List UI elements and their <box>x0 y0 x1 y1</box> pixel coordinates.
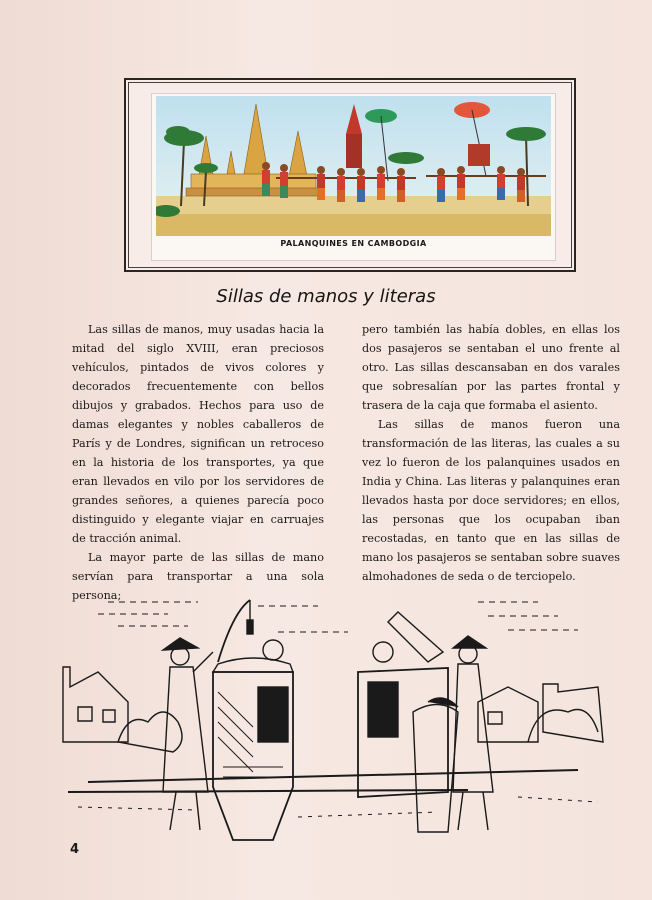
temple-palanquin-procession-icon <box>156 96 551 236</box>
text-column-right <box>362 320 620 586</box>
sedan-chair-illustration <box>58 592 608 846</box>
section-title: Sillas de manos y literas <box>216 286 436 307</box>
stamp-caption: PALANQUINES EN CAMBODGIA <box>280 239 427 248</box>
text-column-left <box>72 320 324 605</box>
page-number: 4 <box>70 842 80 857</box>
sedan-chair-bearers-icon <box>58 592 608 842</box>
collectible-stamp <box>152 94 555 260</box>
paragraph: pero también las había dobles, en ellas los dos pasajeros se sentaban el uno frente al otro. Las sillas descansaban en dos varales que sobresalían por las partes frontal y trasera de la caja que formaba el asiento. <box>362 323 620 412</box>
paragraph: Las sillas de manos fueron una transformación de las literas, las cuales a su vez lo fueron de los palanquines usados en India y China. Las literas y palanquines eran llevados hasta por doce servidores; en ellos, las personas que los ocupaban iban recostadas, en tanto que en las sillas de mano los pasajeros se sentaban sobre suaves almohadones de seda o de terciopelo. <box>362 418 620 583</box>
paragraph: La mayor parte de las sillas de mano servían para transportar a una sola persona; <box>72 551 324 602</box>
paragraph: Las sillas de manos, muy usadas hacia la mitad del siglo XVIII, eran preciosos vehículos, pintados de vivos colores y decorados frecuentemente con bellos dibujos y grabados. Hechos para uso de damas elegantes y nobles caballeros de París y de Londres, significan un retroceso en la historia de los transportes, ya que eran llevados en vilo por los servidores de grandes señores, a quienes parecía poco distinguido y elegante viajar en carruajes de tracción animal. <box>72 323 324 545</box>
